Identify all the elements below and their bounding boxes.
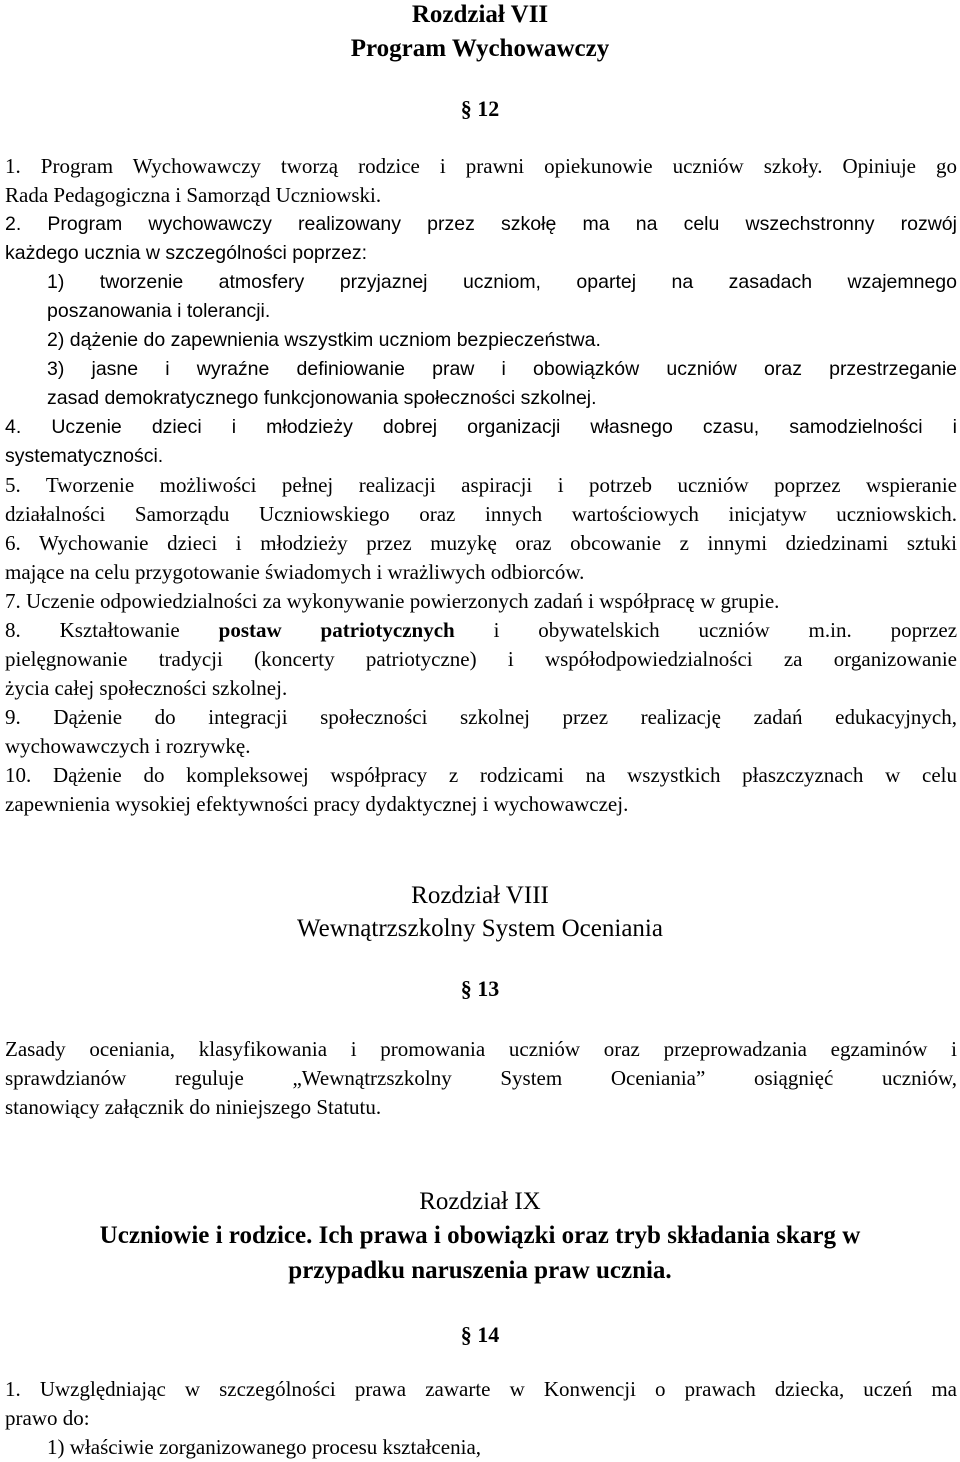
paragraph-14-heading: [0, 1320, 960, 1350]
text-line-item-8: [5, 616, 957, 645]
chapter-9-subtitle-line-2: przypadku naruszenia praw ucznia.: [288, 1257, 672, 1284]
text-line: stanowiący załącznik do niniejszego Statutu.: [5, 1095, 382, 1119]
text-line: 1) właściwie zorganizowanego procesu kształcenia,: [47, 1435, 482, 1459]
chapter-9-subtitle-line-1: Uczniowie i rodzice. Ich prawa i obowiązki oraz tryb składania skarg w: [99, 1222, 861, 1249]
text-line: Zasady oceniania, klasyfikowania i promowania uczniów oraz przeprowadzania egzaminów i: [5, 1037, 957, 1061]
text-line: działalności Samorządu Uczniowskiego oraz innych wartościowych inicjatyw uczniowskich.: [5, 502, 957, 526]
text-line: 10. Dążenie do kompleksowej współpracy z rodzicami na wszystkich płaszczyznach w celu: [5, 763, 957, 787]
text-line: 5. Tworzenie możliwości pełnej realizacji aspiracji i potrzeb uczniów poprzez wspieranie: [5, 473, 957, 497]
text-line: 3) jasne i wyraźne definiowanie praw i obowiązków uczniów oraz przestrzeganie: [47, 358, 957, 380]
text-line: systematyczności.: [5, 445, 164, 467]
text-line: 6. Wychowanie dzieci i młodzieży przez muzykę oraz obcowanie z innymi dziedzinami sztuki: [5, 531, 957, 555]
paragraph-13-heading: [0, 974, 960, 1004]
text-line: pielęgnowanie tradycji (koncerty patriotyczne) i współodpowiedzialności za organizowanie: [5, 647, 957, 671]
paragraph-number: 14: [477, 1322, 500, 1347]
item-8-suffix: i obywatelskich uczniów m.in. poprzez: [493, 618, 958, 642]
text-line: 4. Uczenie dzieci i młodzieży dobrej organizacji własnego czasu, samodzielności i: [5, 416, 957, 438]
text-line: prawo do:: [5, 1406, 90, 1430]
text-line: życia całej społeczności szkolnej.: [5, 676, 288, 700]
paragraph-number: 13: [477, 976, 500, 1001]
paragraph-12-heading: [0, 94, 960, 124]
text-line: sprawdzianów reguluje „Wewnątrzszkolny System Oceniania” osiągnięć uczniów,: [5, 1066, 957, 1090]
text-line: poszanowania i tolerancji.: [47, 300, 271, 322]
item-8-bold: postaw patriotycznych: [218, 618, 455, 642]
chapter-7-subtitle: Program Wychowawczy: [350, 35, 610, 62]
section-sign: §: [460, 1322, 472, 1347]
chapter-8-subtitle: Wewnątrzszkolny System Oceniania: [297, 915, 663, 942]
chapter-7-title: Rozdział VII: [411, 1, 549, 28]
text-line: mające na celu przygotowanie świadomych i wrażliwych odbiorców.: [5, 560, 585, 584]
chapter-8-title: Rozdział VIII: [411, 882, 549, 909]
text-line: zapewnienia wysokiej efektywności pracy dydaktycznej i wychowawczej.: [5, 792, 629, 816]
text-line: 9. Dążenie do integracji społeczności szkolnej przez realizację zadań edukacyjnych,: [5, 705, 957, 729]
text-line: zasad demokratycznego funkcjonowania społeczności szkolnej.: [47, 387, 597, 409]
text-line: 1) tworzenie atmosfery przyjaznej uczniom, opartej na zasadach wzajemnego: [47, 271, 957, 293]
text-line: 2) dążenie do zapewnienia wszystkim uczniom bezpieczeństwa.: [47, 329, 601, 351]
section-sign: §: [460, 96, 472, 121]
text-line: 1. Uwzględniając w szczególności prawa zawarte w Konwencji o prawach dziecka, uczeń ma: [5, 1377, 957, 1401]
paragraph-number: 12: [477, 96, 500, 121]
text-line: 2. Program wychowawczy realizowany przez szkołę ma na celu wszechstronny rozwój: [5, 213, 957, 235]
text-line: każdego ucznia w szczególności poprzez:: [5, 242, 368, 264]
chapter-9-title: Rozdział IX: [419, 1188, 541, 1215]
text-line: 1. Program Wychowawczy tworzą rodzice i prawni opiekunowie uczniów szkoły. Opiniuje go: [5, 154, 957, 178]
section-sign: §: [460, 976, 472, 1001]
text-line: Rada Pedagogiczna i Samorząd Uczniowski.: [5, 183, 382, 207]
text-line: wychowawczych i rozrywkę.: [5, 734, 251, 758]
item-8-prefix: 8. Kształtowanie: [5, 618, 180, 642]
text-line: 7. Uczenie odpowiedzialności za wykonywanie powierzonych zadań i współpracę w grupie.: [5, 589, 780, 613]
